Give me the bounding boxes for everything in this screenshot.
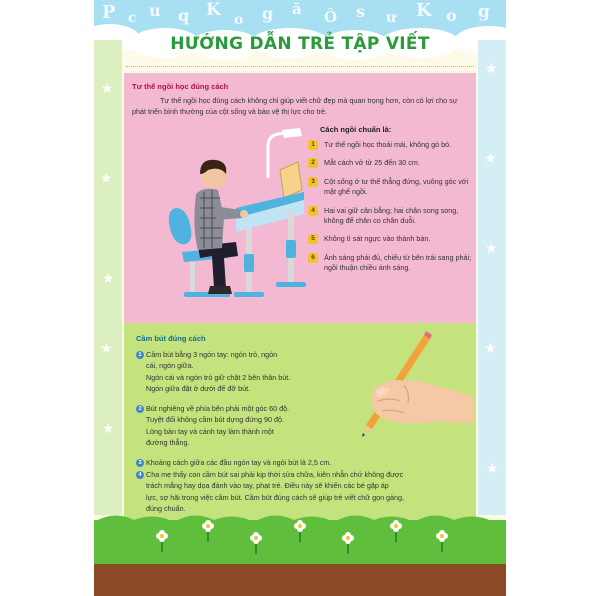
step-number-badge: 1 (308, 140, 318, 150)
tip-line: đúng chuẩn. (146, 503, 186, 513)
star-icon: ★ (484, 150, 497, 166)
soil-strip (94, 564, 506, 596)
flower-stem (255, 544, 257, 554)
tip-number-badge: 4 (136, 471, 144, 479)
flower-icon (342, 532, 354, 544)
star-icon: ★ (101, 80, 114, 96)
decor-letter: P (102, 2, 116, 23)
decor-letter: ă (292, 0, 302, 18)
posture-step (308, 234, 476, 244)
step-number-badge: 3 (308, 177, 318, 187)
tip-line: đường thẳng. (146, 437, 190, 447)
star-icon: ★ (485, 240, 498, 256)
pen-grip-panel (124, 323, 476, 520)
flower-stem (441, 542, 443, 552)
decor-letter: c (128, 10, 137, 26)
step-number-badge: 2 (308, 158, 318, 168)
pen-tip-2 (136, 403, 289, 448)
decor-letter: g (262, 4, 274, 23)
decor-letter: Ô (324, 8, 338, 26)
flower-icon (294, 520, 306, 532)
star-icon: ★ (102, 270, 115, 286)
posture-intro: Tư thế ngồi học đúng cách không chỉ giúp viết chữ đẹp mà quan trọng hơn, còn có lợi cho sự phát triển bình thường của cột sống và bảo vệ thị lực cho trẻ. (132, 96, 458, 116)
step-text: Ánh sáng phải đủ, chiếu từ bên trái sang phải; ngồi thuận chiều ánh sáng. (324, 252, 472, 273)
step-text: Tư thế ngồi học thoải mái, không gò bó. (324, 140, 452, 149)
posture-step (308, 253, 476, 274)
star-icon: ★ (100, 170, 113, 186)
title-divider (126, 66, 474, 67)
star-icon: ★ (100, 340, 113, 356)
posture-heading: Tư thế ngồi học đúng cách (132, 82, 229, 91)
right-side-strip (478, 40, 506, 515)
tip-number-badge: 3 (136, 459, 144, 467)
tip-line: Khoảng cách giữa các đầu ngón tay và ngòi bút là 2,5 cm. (146, 458, 332, 467)
tip-line: Tuyệt đối không cầm bút dựng đứng 90 độ. (146, 415, 285, 425)
tip-number-badge: 2 (136, 405, 144, 413)
step-text: Không tì sát ngực vào thành bàn. (324, 234, 431, 244)
star-icon: ★ (486, 460, 499, 476)
flower-icon (202, 520, 214, 532)
tip-line: trách mắng hay dọa đánh vào tay, phạt trẻ. Điều này sẽ khiến các bé gặp áp (146, 481, 389, 491)
star-icon: ★ (485, 60, 498, 76)
flower-icon (390, 520, 402, 532)
posture-step (308, 177, 476, 198)
pen-tip-1 (136, 349, 290, 394)
flower-stem (347, 544, 349, 554)
step-number-badge: 5 (308, 234, 318, 244)
step-text: Hai vai giữ cân bằng; hai chân song song, không để chân co chân duỗi. (324, 205, 459, 226)
flower-icon (156, 530, 168, 542)
step-text: Mắt cách vở từ 25 đến 30 cm. (324, 158, 420, 168)
step-number-badge: 6 (308, 253, 318, 263)
flower-stem (161, 542, 163, 552)
pen-grip-heading: Cầm bút đúng cách (136, 334, 206, 343)
posture-steps-list (308, 140, 476, 282)
tip-number-badge: 1 (136, 351, 144, 359)
posture-step (308, 158, 476, 168)
left-side-strip (94, 40, 122, 515)
star-icon: ★ (102, 420, 115, 436)
tip-line: lực, sợ hãi trong việc cầm bút. Cầm bút đúng cách sẽ giúp trẻ viết chữ gọn gàng, (146, 492, 405, 502)
tip-line: Cầm bút bằng 3 ngón tay: ngón trỏ, ngón (146, 350, 278, 359)
page-title: HƯỚNG DẪN TRẺ TẬP VIẾT (170, 34, 430, 54)
tip-line: Lòng bàn tay và cánh tay làm thành một (146, 426, 274, 436)
decor-letter: u (149, 1, 161, 20)
decor-letter: q (178, 6, 190, 25)
decor-letter: o (446, 6, 457, 25)
tip-line: Cha mẹ thấy con cầm bút sai phải kịp thời sửa chữa, kiên nhẫn chứ không được (146, 470, 404, 479)
flower-stem (207, 532, 209, 542)
posture-step (308, 140, 476, 150)
poster-page (94, 0, 506, 596)
flower-stem (299, 532, 301, 542)
decor-letter: g (478, 2, 490, 22)
decor-letter: s (356, 2, 366, 21)
flower-stem (395, 532, 397, 542)
decor-letter: ư (386, 10, 397, 26)
decor-letter: K (416, 0, 432, 21)
child-at-desk-illustration (164, 128, 306, 308)
posture-step (308, 206, 476, 227)
title-area (94, 34, 506, 54)
tip-line: Bút nghiêng về phía bên phải một góc 60 độ. (146, 404, 290, 413)
posture-panel (124, 73, 476, 323)
flower-icon (436, 530, 448, 542)
posture-subtitle: Cách ngồi chuẩn là: (320, 125, 392, 134)
tip-line: Ngón cái và ngón trỏ giữ chặt 2 bên thân bút. (146, 372, 291, 382)
flower-icon (250, 532, 262, 544)
step-text: Cột sống ở tư thế thẳng đứng, vuông góc với mặt ghế ngồi. (324, 176, 469, 197)
step-number-badge: 4 (308, 206, 318, 216)
tip-line: cái, ngón giữa. (146, 361, 194, 371)
tip-line: Ngón giữa đặt ở dưới để đỡ bút. (146, 383, 251, 393)
pen-tip-3 (136, 457, 331, 468)
pen-tip-4 (136, 469, 472, 514)
decor-letter: K (206, 0, 221, 20)
decor-letter: o (234, 12, 244, 28)
star-icon: ★ (484, 340, 497, 356)
hand-holding-pencil-illustration (338, 331, 474, 441)
